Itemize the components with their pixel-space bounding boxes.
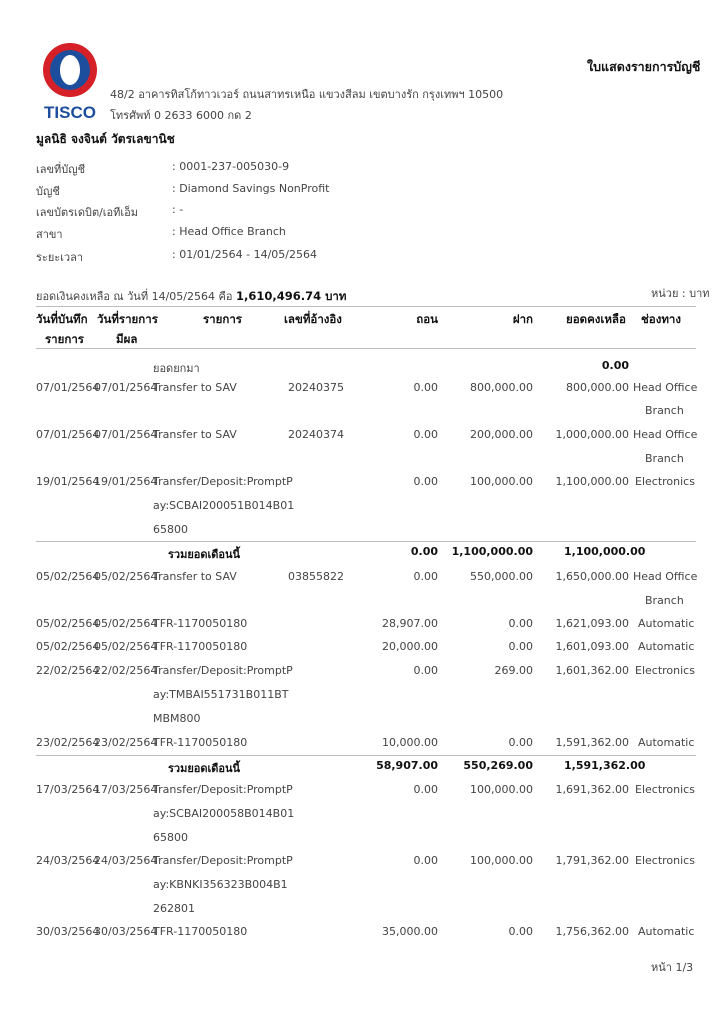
row-withdraw: 0.00 (413, 381, 438, 394)
row-effective-date: 05/02/2564 (94, 640, 158, 653)
row-reference: 20240375 (288, 381, 344, 394)
row-deposit: 100,000.00 (470, 475, 533, 488)
subtotal-deposit: 550,269.00 (463, 759, 533, 772)
row-description: Transfer to SAV (153, 428, 237, 441)
row-deposit: 0.00 (508, 640, 533, 653)
row-balance: 1,621,093.00 (555, 617, 629, 630)
row-deposit: 0.00 (508, 925, 533, 938)
row-description-line2: ay:TMBAI551731B011BT (153, 688, 289, 701)
row-withdraw: 0.00 (413, 570, 438, 583)
row-description: TFR-1170050180 (153, 925, 248, 938)
row-deposit: 0.00 (508, 736, 533, 749)
row-effective-date: 19/01/2564 (94, 475, 158, 488)
period-value: : 01/01/2564 - 14/05/2564 (172, 248, 317, 261)
row-deposit: 550,000.00 (470, 570, 533, 583)
bank-phone: โทรศัพท์ 0 2633 6000 กด 2 (110, 109, 252, 122)
row-withdraw: 0.00 (413, 783, 438, 796)
balance-summary (36, 287, 346, 306)
balance-is: คือ (218, 290, 233, 303)
row-description-line3: MBM800 (153, 712, 201, 725)
row-effective-date: 07/01/2564 (94, 428, 158, 441)
header-channel: ช่องทาง (641, 312, 681, 326)
row-description-line3: 65800 (153, 523, 188, 536)
logo-wordmark: TISCO (44, 103, 96, 122)
row-channel: Automatic (638, 925, 695, 938)
row-effective-date: 23/02/2564 (94, 736, 158, 749)
bank-address: 48/2 อาคารทิสโก้ทาวเวอร์ ถนนสาทรเหนือ แขวงสีลม เขตบางรัก กรุงเทพฯ 10500 (110, 88, 504, 101)
row-channel: Electronics (635, 854, 695, 867)
row-record-date: 19/01/2564 (36, 475, 100, 488)
row-description-line3: 65800 (153, 831, 188, 844)
header-reference: เลขที่อ้างอิง (284, 312, 342, 326)
row-balance: 800,000.00 (566, 381, 629, 394)
row-balance: 1,791,362.00 (555, 854, 629, 867)
row-description: TFR-1170050180 (153, 640, 248, 653)
row-deposit: 200,000.00 (470, 428, 533, 441)
row-withdraw: 28,907.00 (382, 617, 438, 630)
table-top-rule (36, 306, 696, 307)
row-effective-date: 22/02/2564 (94, 664, 158, 677)
period-label: ระยะเวลา (36, 251, 84, 264)
row-withdraw: 0.00 (413, 475, 438, 488)
row-effective-date: 05/02/2564 (94, 570, 158, 583)
row-balance: 1,601,093.00 (555, 640, 629, 653)
row-withdraw: 20,000.00 (382, 640, 438, 653)
row-description: Transfer/Deposit:PromptP (153, 854, 293, 867)
header-effective-date: วันที่รายการ (97, 312, 158, 326)
row-record-date: 23/02/2564 (36, 736, 100, 749)
row-record-date: 05/02/2564 (36, 640, 100, 653)
subtotal-label: รวมยอดเดือนนี้ (168, 762, 241, 775)
row-description: Transfer to SAV (153, 381, 237, 394)
row-effective-date: 05/02/2564 (94, 617, 158, 630)
row-channel: Electronics (635, 783, 695, 796)
balance-prefix: ยอดเงินคงเหลือ ณ วันที่ (36, 290, 149, 303)
brought-forward-label: ยอดยกมา (153, 362, 200, 375)
brought-forward-balance: 0.00 (601, 359, 629, 372)
debit-card-label: เลขบัตรเดบิต/เอทีเอ็ม (36, 206, 139, 219)
row-effective-date: 30/03/2564 (94, 925, 158, 938)
row-balance: 1,756,362.00 (555, 925, 629, 938)
row-description-line2: ay:KBNKI356323B004B1 (153, 878, 288, 891)
document-title: ใบแสดงรายการบัญชี (587, 59, 701, 74)
row-deposit: 100,000.00 (470, 783, 533, 796)
subtotal-rule (36, 541, 696, 542)
page-number: หน้า 1/3 (651, 961, 694, 974)
row-channel: Automatic (638, 736, 695, 749)
row-effective-date: 24/03/2564 (94, 854, 158, 867)
row-deposit: 269.00 (494, 664, 533, 677)
balance-amount: 1,610,496.74 บาท (235, 289, 347, 303)
subtotal-label: รวมยอดเดือนนี้ (168, 548, 241, 561)
row-channel: Head Office (633, 570, 698, 583)
account-type-label: บัญชี (36, 185, 60, 198)
subtotal-rule (36, 755, 696, 756)
row-description: TFR-1170050180 (153, 617, 248, 630)
row-channel: Head Office (633, 428, 698, 441)
row-record-date: 22/02/2564 (36, 664, 100, 677)
subtotal-balance: 1,591,362.00 (564, 759, 646, 772)
row-record-date: 17/03/2564 (36, 783, 100, 796)
row-channel-line2: Branch (645, 452, 684, 465)
header-bottom-rule (36, 348, 696, 349)
row-record-date: 07/01/2564 (36, 428, 100, 441)
account-holder-name: มูลนิธิ จงจินต์ วัตรเลขานิช (36, 132, 175, 146)
row-record-date: 30/03/2564 (36, 925, 100, 938)
tisco-logo (40, 40, 100, 122)
row-balance: 1,601,362.00 (555, 664, 629, 677)
row-effective-date: 17/03/2564 (94, 783, 158, 796)
row-deposit: 800,000.00 (470, 381, 533, 394)
row-deposit: 100,000.00 (470, 854, 533, 867)
account-type-value: : Diamond Savings NonProfit (172, 182, 330, 195)
row-record-date: 24/03/2564 (36, 854, 100, 867)
row-balance: 1,650,000.00 (555, 570, 629, 583)
row-description: Transfer/Deposit:PromptP (153, 475, 293, 488)
row-withdraw: 0.00 (413, 854, 438, 867)
row-withdraw: 10,000.00 (382, 736, 438, 749)
debit-card-value: : - (172, 203, 184, 216)
row-description-line2: ay:SCBAI200058B014B01 (153, 807, 295, 820)
header-balance: ยอดคงเหลือ (566, 312, 626, 326)
row-channel-line2: Branch (645, 594, 684, 607)
row-channel: Electronics (635, 664, 695, 677)
row-reference: 20240374 (288, 428, 344, 441)
currency-unit: หน่วย : บาท (651, 287, 710, 300)
row-balance: 1,100,000.00 (555, 475, 629, 488)
header-description: รายการ (203, 312, 242, 326)
subtotal-balance: 1,100,000.00 (564, 545, 646, 558)
account-number-label: เลขที่บัญชี (36, 163, 86, 176)
header-record-date-2: รายการ (45, 332, 84, 346)
header-effective-date-2: มีผล (116, 332, 138, 346)
row-record-date: 07/01/2564 (36, 381, 100, 394)
branch-value: : Head Office Branch (172, 225, 286, 238)
row-balance: 1,691,362.00 (555, 783, 629, 796)
subtotal-deposit: 1,100,000.00 (451, 545, 533, 558)
header-withdraw: ถอน (416, 312, 438, 326)
branch-label: สาขา (36, 228, 63, 241)
header-record-date: วันที่บันทึก (36, 312, 88, 326)
row-description-line2: ay:SCBAI200051B014B01 (153, 499, 295, 512)
row-description: TFR-1170050180 (153, 736, 248, 749)
row-channel: Automatic (638, 617, 695, 630)
balance-date: 14/05/2564 (151, 290, 215, 303)
tisco-logo-icon (40, 40, 100, 122)
subtotal-withdraw: 0.00 (410, 545, 438, 558)
header-deposit: ฝาก (512, 312, 533, 326)
row-balance: 1,000,000.00 (555, 428, 629, 441)
account-number-value: : 0001-237-005030-9 (172, 160, 290, 173)
row-description: Transfer/Deposit:PromptP (153, 783, 293, 796)
row-record-date: 05/02/2564 (36, 617, 100, 630)
row-effective-date: 07/01/2564 (94, 381, 158, 394)
row-reference: 03855822 (288, 570, 344, 583)
subtotal-withdraw: 58,907.00 (376, 759, 438, 772)
row-deposit: 0.00 (508, 617, 533, 630)
row-channel: Head Office (633, 381, 698, 394)
row-description: Transfer to SAV (153, 570, 237, 583)
row-balance: 1,591,362.00 (555, 736, 629, 749)
row-channel: Electronics (635, 475, 695, 488)
row-description-line3: 262801 (153, 902, 195, 915)
row-withdraw: 35,000.00 (382, 925, 438, 938)
row-withdraw: 0.00 (413, 428, 438, 441)
row-channel: Automatic (638, 640, 695, 653)
row-record-date: 05/02/2564 (36, 570, 100, 583)
row-channel-line2: Branch (645, 404, 684, 417)
row-withdraw: 0.00 (413, 664, 438, 677)
row-description: Transfer/Deposit:PromptP (153, 664, 293, 677)
